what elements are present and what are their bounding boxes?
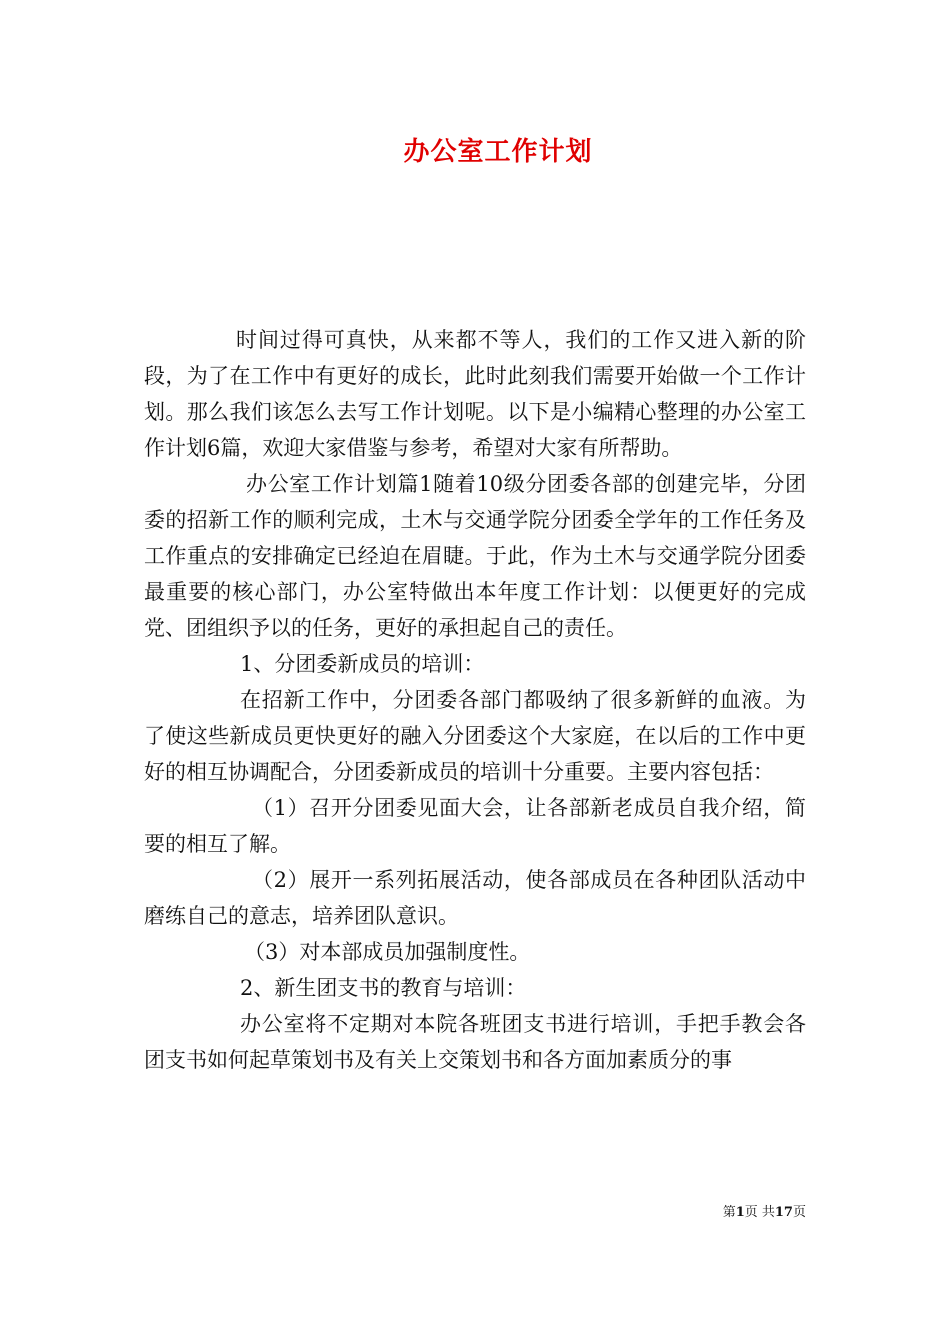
list-item-1: （1）召开分团委见面大会，让各部新老成员自我介绍，简要的相互了解。 [144, 796, 806, 856]
heading-section-2: 2、新生团支书的教育与培训： [240, 976, 527, 1000]
document-body [144, 322, 806, 1078]
heading-section-1: 1、分团委新成员的培训： [240, 652, 485, 676]
footer-total-pages: 17 [774, 1205, 793, 1220]
footer-current-page: 1 [735, 1205, 745, 1220]
footer-prefix: 第 [722, 1205, 736, 1220]
paragraph-section-1: 在招新工作中，分团委各部门都吸纳了很多新鲜的血液。为了使这些新成员更快更好的融入分团委这个大家庭，在以后的工作中更好的相互协调配合，分团委新成员的培训十分重要。主要内容包括： [144, 688, 806, 784]
page-title: 办公室工作计划 [403, 137, 593, 167]
list-item-3: （3）对本部成员加强制度性。 [244, 940, 531, 964]
footer-middle: 页 共 [744, 1205, 775, 1220]
list-item-2: （2）展开一系列拓展活动，使各部成员在各种团队活动中磨练自己的意志，培养团队意识。 [144, 868, 806, 928]
paragraph-plan-1: 办公室工作计划篇1随着10级分团委各部的创建完毕，分团委的招新工作的顺利完成，土木与交通学院分团委全学年的工作任务及工作重点的安排确定已经迫在眉睫。于此，作为土木与交通学院分团委最重要的核心部门，办公室特做出本年度工作计划：以便更好的完成党、团组织予以的任务，更好的承担起自己的责任。 [144, 472, 806, 640]
paragraph-section-2: 办公室将不定期对本院各班团支书进行培训，手把手教会各团支书如何起草策划书及有关上交策划书和各方面加素质分的事 [144, 1012, 806, 1072]
page-number-footer [0, 1204, 806, 1222]
footer-suffix: 页 [792, 1205, 806, 1220]
paragraph-intro: 时间过得可真快，从来都不等人，我们的工作又进入新的阶段，为了在工作中有更好的成长，此时此刻我们需要开始做一个工作计划。那么我们该怎么去写工作计划呢。以下是小编精心整理的办公室工作计划6篇，欢迎大家借鉴与参考，希望对大家有所帮助。 [144, 328, 806, 460]
